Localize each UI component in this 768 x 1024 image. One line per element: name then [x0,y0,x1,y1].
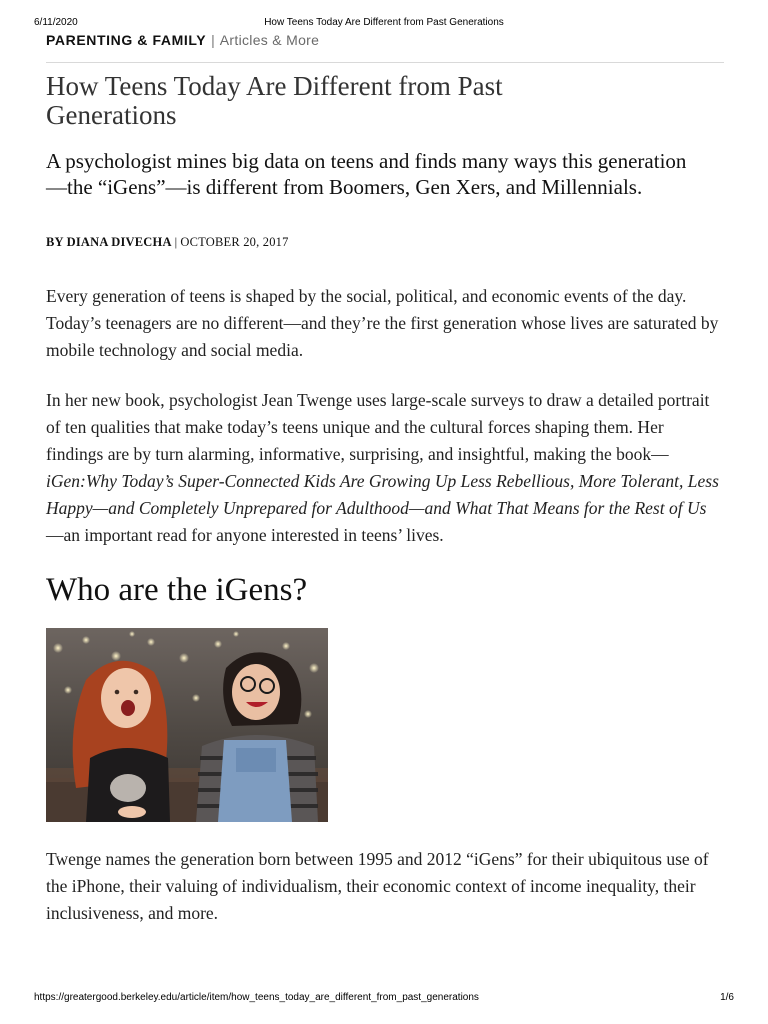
paragraph-book-text-before: In her new book, psychologist Jean Twenge uses large-scale surveys to draw a detailed portrait of ten qualities that make today’s teens unique and the cultural forces shaping them. Her findings are by turn alarming, informative, surprising, and insightful, making the book— [46,390,710,464]
author-link[interactable]: BY DIANA DIVECHA [46,235,172,249]
section-link-articles-more[interactable]: Articles & More [219,32,320,48]
section-bar [46,32,724,63]
paragraph-igens-definition: Twenge names the generation born between 1995 and 2012 “iGens” for their ubiquitous use of the iPhone, their valuing of individualism, their economic context of income inequality, their inclusiveness, and more. [46,849,709,923]
publish-date: OCTOBER 20, 2017 [180,235,289,249]
byline-separator: | [174,235,178,249]
article-dek: A psychologist mines big data on teens and finds many ways this generation—the “iGens”—is different from Boomers, Gen Xers, and Millennials. [46,149,687,199]
article-title: How Teens Today Are Different from Past Generations [46,71,503,130]
print-footer [34,992,734,1006]
byline [46,235,289,250]
print-date: 6/11/2020 [34,17,78,28]
print-page-number: 1/6 [720,992,734,1003]
paragraph-book-text-after: —an important read for anyone interested in teens’ lives. [46,525,444,545]
section-separator: | [211,32,215,48]
section-link-parenting-family[interactable]: PARENTING & FAMILY [46,32,207,48]
article-photo-two-teens [46,628,328,822]
paragraph-book [46,387,722,549]
paragraph-intro: Every generation of teens is shaped by the social, political, and economic events of the day. Today’s teenagers are no different—and they’re the first generation whose lives are saturated by mobile technology and social media. [46,286,719,360]
book-title: iGen:Why Today’s Super-Connected Kids Are Growing Up Less Rebellious, More Tolerant, Less Happy—and Completely Unprepared for Adulthood—and What That Means for the Rest of Us [46,471,719,518]
section-heading-who-are-igens: Who are the iGens? [46,572,308,608]
print-page-title: How Teens Today Are Different from Past Generations [264,17,504,28]
print-url: https://greatergood.berkeley.edu/article/item/how_teens_today_are_different_from_past_generations [34,992,479,1003]
print-header [34,17,734,31]
